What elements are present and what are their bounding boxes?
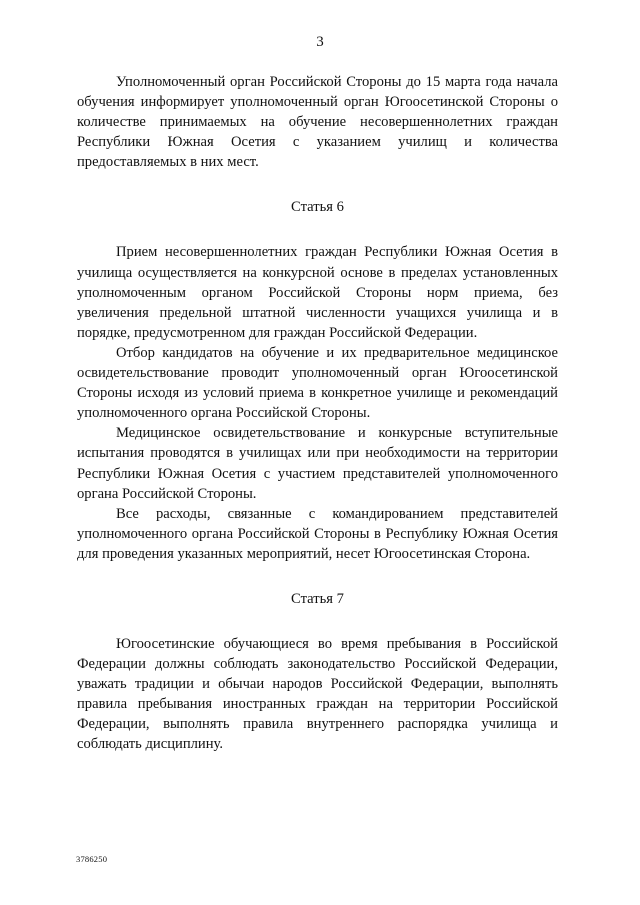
article-6-paragraph: Отбор кандидатов на обучение и их предварительное медицинское освидетельствование проводит уполномоченный орган Югоосетинской Стороны исходя из условий приема в конкретное училище и рекомендаций уполномоченного органа Российской Стороны. — [77, 344, 558, 422]
intro-paragraph: Уполномоченный орган Российской Стороны до 15 марта года начала обучения информирует уполномоченный орган Югоосетинской Стороны о количестве принимаемых на обучение несовершеннолетних граждан Республики Южная Осетия с указанием училищ и количества предоставляемых в них мест. — [77, 74, 558, 171]
document-code: 3786250 — [76, 854, 108, 864]
page-number: 3 — [316, 34, 324, 50]
document-body — [77, 72, 558, 755]
article-7-paragraph: Югоосетинские обучающиеся во время пребывания в Российской Федерации должны соблюдать законодательство Российской Федерации, уважать традиции и обычаи народов Российской Федерации, выполнять правила пребывания иностранных граждан на территории Российской Федерации, выполнять правила внутреннего распорядка училища и соблюдать дисциплину. — [77, 635, 558, 753]
article-6-paragraph: Прием несовершеннолетних граждан Республики Южная Осетия в училища осуществляется на конкурсной основе в пределах установленных уполномоченным органом Российской Стороны норм приема, без увеличения предельной штатной численности учащихся училища и в порядке, предусмотренном для граждан Российской Федерации. — [77, 244, 558, 341]
article-6-heading: Статья 6 — [291, 199, 344, 216]
article-6-paragraph: Все расходы, связанные с командированием представителей уполномоченного органа Российской Стороны в Республику Южная Осетия для проведения указанных мероприятий, несет Югоосетинская Сторона. — [77, 505, 558, 562]
article-7-heading: Статья 7 — [291, 590, 344, 607]
article-6-paragraph: Медицинское освидетельствование и конкурсные вступительные испытания проводятся в училищах или при необходимости на территории Республики Южная Осетия с участием представителей уполномоченного органа Российской Стороны. — [77, 425, 558, 502]
